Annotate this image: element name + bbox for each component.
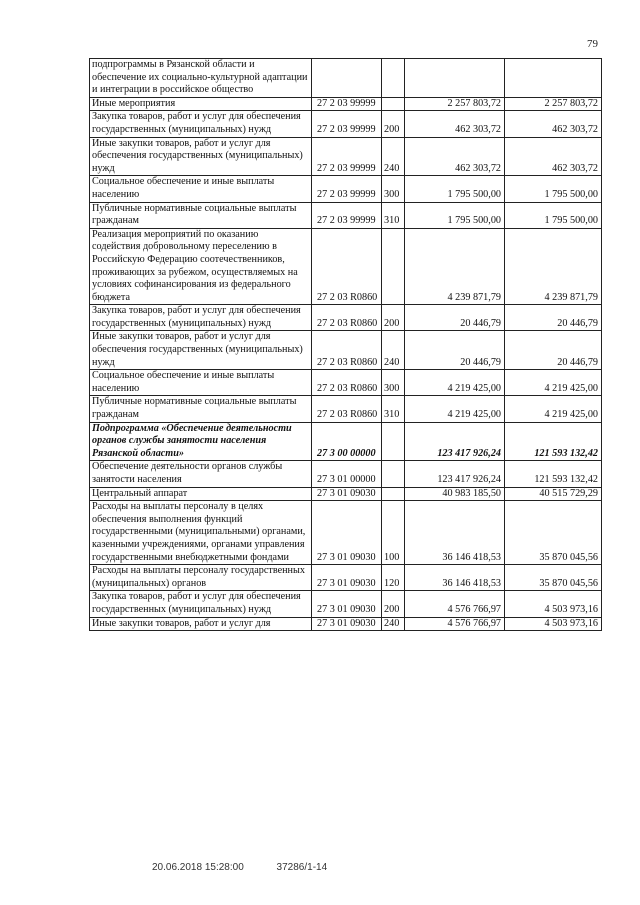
table-row xyxy=(90,422,602,461)
row-expense-type-cell: 100 xyxy=(382,501,405,565)
row-amount-2-cell: 4 503 973,16 xyxy=(505,591,602,617)
row-amount-1-cell: 36 146 418,53 xyxy=(405,501,505,565)
table-row xyxy=(90,617,602,631)
row-name-cell: Иные закупки товаров, работ и услуг для обеспечения государственных (муниципальных) нужд xyxy=(90,137,312,176)
table-row xyxy=(90,487,602,501)
row-name-cell: Закупка товаров, работ и услуг для обеспечения государственных (муниципальных) нужд xyxy=(90,591,312,617)
table-row xyxy=(90,137,602,176)
row-expense-type-cell xyxy=(382,422,405,461)
row-amount-2-cell: 121 593 132,42 xyxy=(505,422,602,461)
table-row xyxy=(90,59,602,98)
table-row xyxy=(90,202,602,228)
row-expense-type-cell: 300 xyxy=(382,176,405,202)
row-amount-1-cell: 4 219 425,00 xyxy=(405,370,505,396)
table-row xyxy=(90,228,602,305)
row-expense-type-cell: 200 xyxy=(382,111,405,137)
row-expense-type-cell xyxy=(382,97,405,111)
row-amount-1-cell: 4 576 766,97 xyxy=(405,591,505,617)
row-amount-1-cell: 20 446,79 xyxy=(405,331,505,370)
row-name-cell: Закупка товаров, работ и услуг для обеспечения государственных (муниципальных) нужд xyxy=(90,305,312,331)
row-expense-type-cell: 200 xyxy=(382,591,405,617)
row-code-cell: 27 2 03 99999 xyxy=(312,97,382,111)
row-name-cell: Закупка товаров, работ и услуг для обеспечения государственных (муниципальных) нужд xyxy=(90,111,312,137)
row-expense-type-cell: 240 xyxy=(382,617,405,631)
row-name-cell: Иные закупки товаров, работ и услуг для обеспечения государственных (муниципальных) нужд xyxy=(90,331,312,370)
row-code-cell: 27 2 03 R0860 xyxy=(312,370,382,396)
row-amount-2-cell: 1 795 500,00 xyxy=(505,176,602,202)
row-amount-1-cell: 462 303,72 xyxy=(405,111,505,137)
table-row xyxy=(90,396,602,422)
row-expense-type-cell: 200 xyxy=(382,305,405,331)
row-name-cell: Обеспечение деятельности органов службы занятости населения xyxy=(90,461,312,487)
row-name-cell: Социальное обеспечение и иные выплаты населению xyxy=(90,176,312,202)
row-amount-2-cell: 35 870 045,56 xyxy=(505,565,602,591)
row-expense-type-cell: 300 xyxy=(382,370,405,396)
row-name-cell: Реализация мероприятий по оказанию содействия добровольному переселению в Российскую Федерацию соотечественников, проживающих за рубежом, осуществляемых на условиях софинансирования из федерального бюджета xyxy=(90,228,312,305)
row-amount-2-cell: 4 239 871,79 xyxy=(505,228,602,305)
table-row xyxy=(90,501,602,565)
table-body xyxy=(90,59,602,631)
row-code-cell: 27 2 03 99999 xyxy=(312,202,382,228)
row-expense-type-cell xyxy=(382,59,405,98)
table-row xyxy=(90,370,602,396)
row-name-cell: Расходы на выплаты персоналу государственных (муниципальных) органов xyxy=(90,565,312,591)
row-amount-1-cell: 2 257 803,72 xyxy=(405,97,505,111)
row-amount-1-cell: 4 239 871,79 xyxy=(405,228,505,305)
footer-datetime: 20.06.2018 15:28:00 xyxy=(152,862,244,873)
row-code-cell: 27 3 00 00000 xyxy=(312,422,382,461)
row-amount-2-cell: 4 219 425,00 xyxy=(505,396,602,422)
row-expense-type-cell xyxy=(382,487,405,501)
row-amount-1-cell: 40 983 185,50 xyxy=(405,487,505,501)
table-row xyxy=(90,591,602,617)
row-code-cell: 27 2 03 R0860 xyxy=(312,396,382,422)
row-amount-1-cell: 36 146 418,53 xyxy=(405,565,505,591)
row-amount-2-cell: 4 503 973,16 xyxy=(505,617,602,631)
row-amount-2-cell: 35 870 045,56 xyxy=(505,501,602,565)
row-amount-2-cell: 462 303,72 xyxy=(505,111,602,137)
row-code-cell: 27 2 03 99999 xyxy=(312,176,382,202)
row-amount-1-cell: 462 303,72 xyxy=(405,137,505,176)
row-code-cell: 27 2 03 R0860 xyxy=(312,305,382,331)
row-amount-1-cell: 123 417 926,24 xyxy=(405,422,505,461)
row-expense-type-cell xyxy=(382,461,405,487)
row-name-cell: Публичные нормативные социальные выплаты гражданам xyxy=(90,202,312,228)
row-code-cell: 27 3 01 00000 xyxy=(312,461,382,487)
row-code-cell: 27 2 03 R0860 xyxy=(312,331,382,370)
row-expense-type-cell: 240 xyxy=(382,331,405,370)
row-amount-1-cell xyxy=(405,59,505,98)
row-amount-2-cell: 4 219 425,00 xyxy=(505,370,602,396)
page-number: 79 xyxy=(587,38,598,50)
budget-table xyxy=(89,58,602,631)
row-code-cell: 27 2 03 R0860 xyxy=(312,228,382,305)
row-name-cell: Подпрограмма «Обеспечение деятельности органов службы занятости населения Рязанской области» xyxy=(90,422,312,461)
row-code-cell: 27 3 01 09030 xyxy=(312,565,382,591)
row-name-cell: Расходы на выплаты персоналу в целях обеспечения выполнения функций государственными (муниципальными) органами, казенными учреждениями, органами управления государственными внебюджетными фондами xyxy=(90,501,312,565)
row-amount-2-cell: 2 257 803,72 xyxy=(505,97,602,111)
table-row xyxy=(90,461,602,487)
row-name-cell: Публичные нормативные социальные выплаты гражданам xyxy=(90,396,312,422)
row-code-cell: 27 3 01 09030 xyxy=(312,501,382,565)
row-amount-2-cell: 121 593 132,42 xyxy=(505,461,602,487)
row-code-cell: 27 3 01 09030 xyxy=(312,487,382,501)
row-amount-2-cell xyxy=(505,59,602,98)
row-name-cell: подпрограммы в Рязанской области и обеспечение их социально-культурной адаптации и интеграции в российское общество xyxy=(90,59,312,98)
row-amount-1-cell: 4 576 766,97 xyxy=(405,617,505,631)
row-code-cell xyxy=(312,59,382,98)
row-code-cell: 27 2 03 99999 xyxy=(312,111,382,137)
footer xyxy=(152,862,357,873)
table-row xyxy=(90,176,602,202)
table-row xyxy=(90,565,602,591)
row-name-cell: Иные мероприятия xyxy=(90,97,312,111)
row-name-cell: Центральный аппарат xyxy=(90,487,312,501)
footer-doc-id: 37286/1-14 xyxy=(276,862,328,873)
row-amount-1-cell: 123 417 926,24 xyxy=(405,461,505,487)
row-amount-2-cell: 40 515 729,29 xyxy=(505,487,602,501)
row-name-cell: Социальное обеспечение и иные выплаты населению xyxy=(90,370,312,396)
row-code-cell: 27 3 01 09030 xyxy=(312,591,382,617)
row-amount-2-cell: 20 446,79 xyxy=(505,305,602,331)
row-amount-2-cell: 462 303,72 xyxy=(505,137,602,176)
row-expense-type-cell xyxy=(382,228,405,305)
row-expense-type-cell: 240 xyxy=(382,137,405,176)
table-row xyxy=(90,305,602,331)
row-expense-type-cell: 120 xyxy=(382,565,405,591)
row-expense-type-cell: 310 xyxy=(382,202,405,228)
table-row xyxy=(90,111,602,137)
row-amount-1-cell: 1 795 500,00 xyxy=(405,176,505,202)
row-amount-1-cell: 1 795 500,00 xyxy=(405,202,505,228)
row-amount-2-cell: 1 795 500,00 xyxy=(505,202,602,228)
table-row xyxy=(90,331,602,370)
row-code-cell: 27 2 03 99999 xyxy=(312,137,382,176)
row-name-cell: Иные закупки товаров, работ и услуг для xyxy=(90,617,312,631)
row-expense-type-cell: 310 xyxy=(382,396,405,422)
row-code-cell: 27 3 01 09030 xyxy=(312,617,382,631)
row-amount-1-cell: 20 446,79 xyxy=(405,305,505,331)
row-amount-2-cell: 20 446,79 xyxy=(505,331,602,370)
table-row xyxy=(90,97,602,111)
row-amount-1-cell: 4 219 425,00 xyxy=(405,396,505,422)
